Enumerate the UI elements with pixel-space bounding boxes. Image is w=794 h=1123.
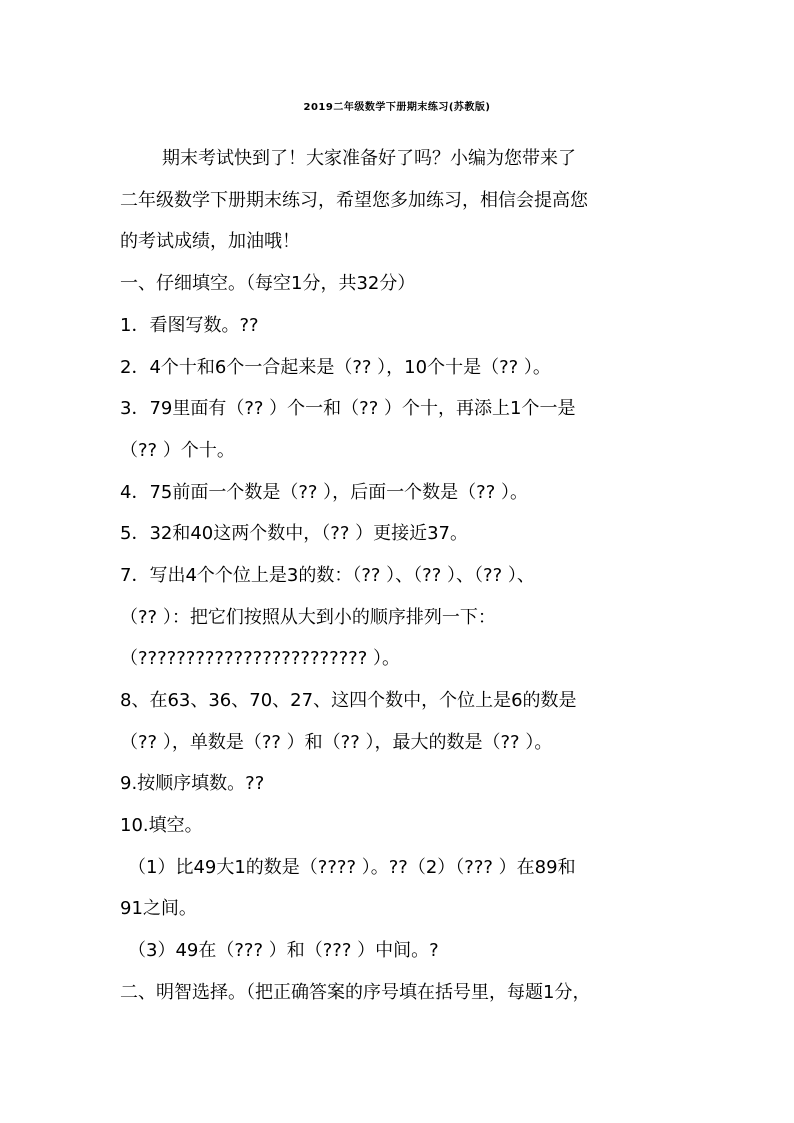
document-title: 2019二年级数学下册期末练习(苏教版) (303, 102, 491, 113)
question-line: 5．32和40这两个数中，（?? ）更接近37。 (120, 523, 468, 544)
question-line: 3．79里面有（?? ）个一和（?? ）个十，再添上1个一是 (120, 398, 576, 419)
question-line: 10.填空。 (120, 815, 203, 836)
question-line: 1．看图写数。?? (120, 315, 259, 336)
question-line: 91之间。 (120, 898, 197, 919)
question-line: （1）比49大1的数是（???? ）。??（2）（??? ）在89和 (128, 857, 576, 878)
section1-heading: 一、仔细填空。（每空1分，共32分） (120, 273, 416, 294)
question-line: （???????????????????????? ）。 (120, 648, 401, 669)
section2-heading: 二、明智选择。（把正确答案的序号填在括号里，每题1分， (120, 982, 591, 1003)
intro-line-1: 期末考试快到了！大家准备好了吗？小编为您带来了 (162, 148, 576, 169)
question-line: 2．4个十和6个一合起来是（?? ），10个十是（?? ）。 (120, 357, 551, 378)
question-line: 7．写出4个个位上是3的数：（?? ）、（?? ）、（?? ）、 (120, 565, 535, 586)
intro-line-2: 二年级数学下册期末练习，希望您多加练习，相信会提高您 (120, 190, 588, 211)
intro-line-3: 的考试成绩，加油哦！ (120, 231, 300, 252)
question-line: 4．75前面一个数是（?? ），后面一个数是（?? ）。 (120, 482, 529, 503)
question-line: （?? ），单数是（?? ）和（?? ），最大的数是（?? ）。 (120, 732, 553, 753)
question-line: 9.按顺序填数。?? (120, 773, 265, 794)
question-line: （?? ）：把它们按照从大到小的顺序排列一下： (120, 607, 496, 628)
question-line: （?? ）个十。 (120, 440, 235, 461)
question-line: 8、在63、36、70、27、这四个数中，个位上是6的数是 (120, 690, 577, 711)
question-line: （3）49在（??? ）和（??? ）中间。? (128, 940, 439, 961)
